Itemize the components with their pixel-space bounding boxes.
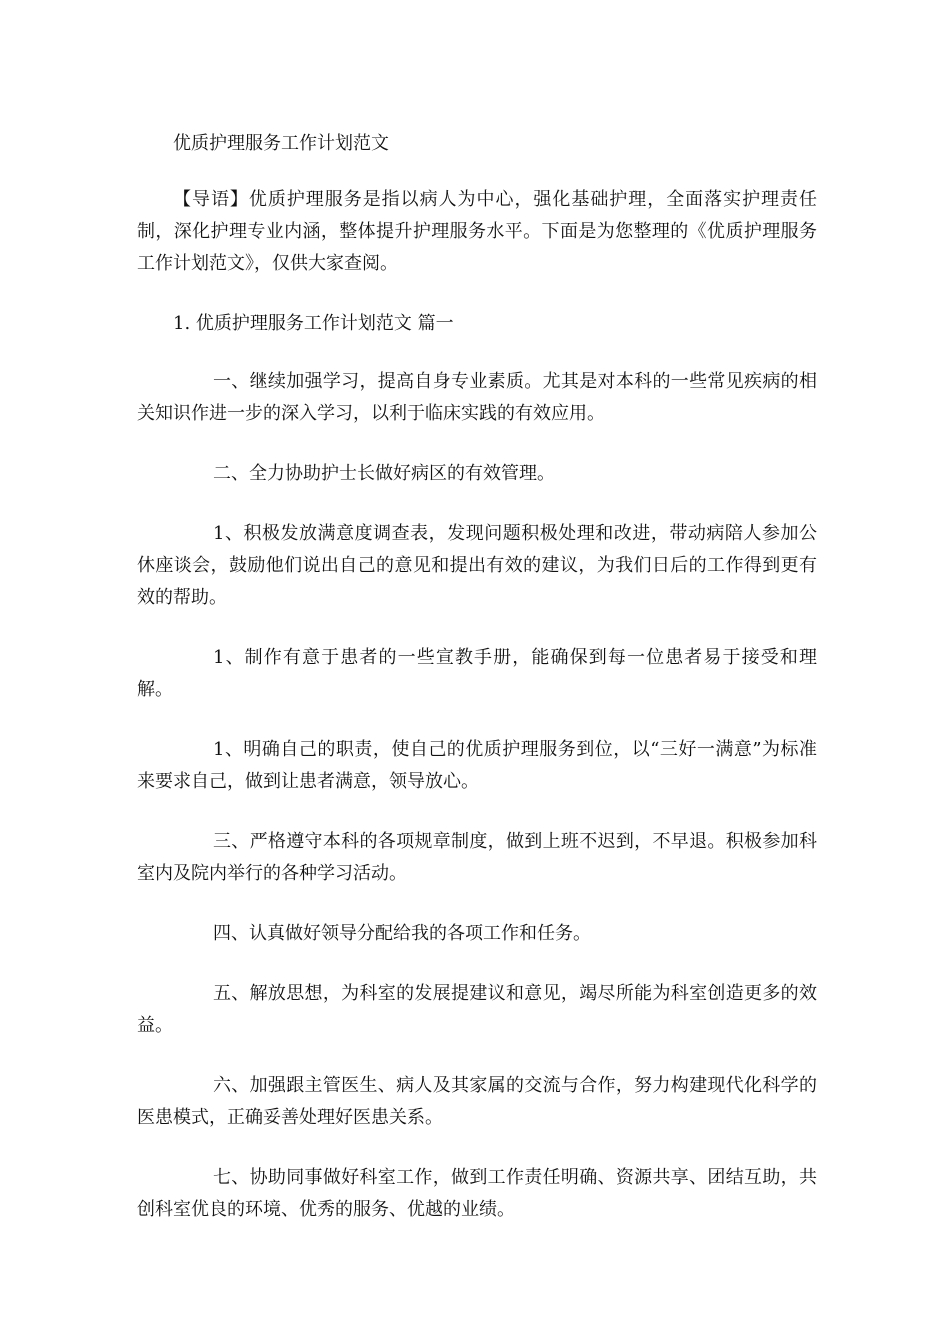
body-paragraph: 1、积极发放满意度调查表，发现问题积极处理和改进，带动病陪人参加公休座谈会，鼓励他们说出自己的意见和提出有效的建议，为我们日后的工作得到更有效的帮助。: [137, 523, 817, 608]
body-paragraph: 六、加强跟主管医生、病人及其家属的交流与合作，努力构建现代化科学的医患模式，正确妥善处理好医患关系。: [137, 1075, 817, 1128]
body-paragraph: 七、协助同事做好科室工作，做到工作责任明确、资源共享、团结互助，共创科室优良的环境、优秀的服务、优越的业绩。: [137, 1167, 817, 1220]
document-body: [137, 128, 817, 1254]
body-paragraph: 二、全力协助护士长做好病区的有效管理。: [213, 463, 555, 484]
body-paragraph: 1、明确自己的职责，使自己的优质护理服务到位，以“三好一满意”为标准来要求自己，做到让患者满意，领导放心。: [137, 739, 817, 792]
section-heading: 1. 优质护理服务工作计划范文 篇一: [173, 313, 454, 334]
document-title: 优质护理服务工作计划范文: [173, 133, 389, 154]
intro-paragraph: 【导语】优质护理服务是指以病人为中心，强化基础护理，全面落实护理责任制，深化护理专业内涵，整体提升护理服务水平。下面是为您整理的《优质护理服务工作计划范文》，仅供大家查阅。: [137, 189, 817, 274]
body-paragraph: 三、严格遵守本科的各项规章制度，做到上班不迟到，不早退。积极参加科室内及院内举行的各种学习活动。: [137, 831, 817, 884]
body-paragraph: 四、认真做好领导分配给我的各项工作和任务。: [213, 923, 591, 944]
body-paragraph: 五、解放思想，为科室的发展提建议和意见，竭尽所能为科室创造更多的效益。: [137, 983, 817, 1036]
body-paragraph: 1、制作有意于患者的一些宣教手册，能确保到每一位患者易于接受和理解。: [137, 647, 817, 700]
body-paragraph: 一、继续加强学习，提高自身专业素质。尤其是对本科的一些常见疾病的相关知识作进一步的深入学习，以利于临床实践的有效应用。: [137, 371, 817, 424]
